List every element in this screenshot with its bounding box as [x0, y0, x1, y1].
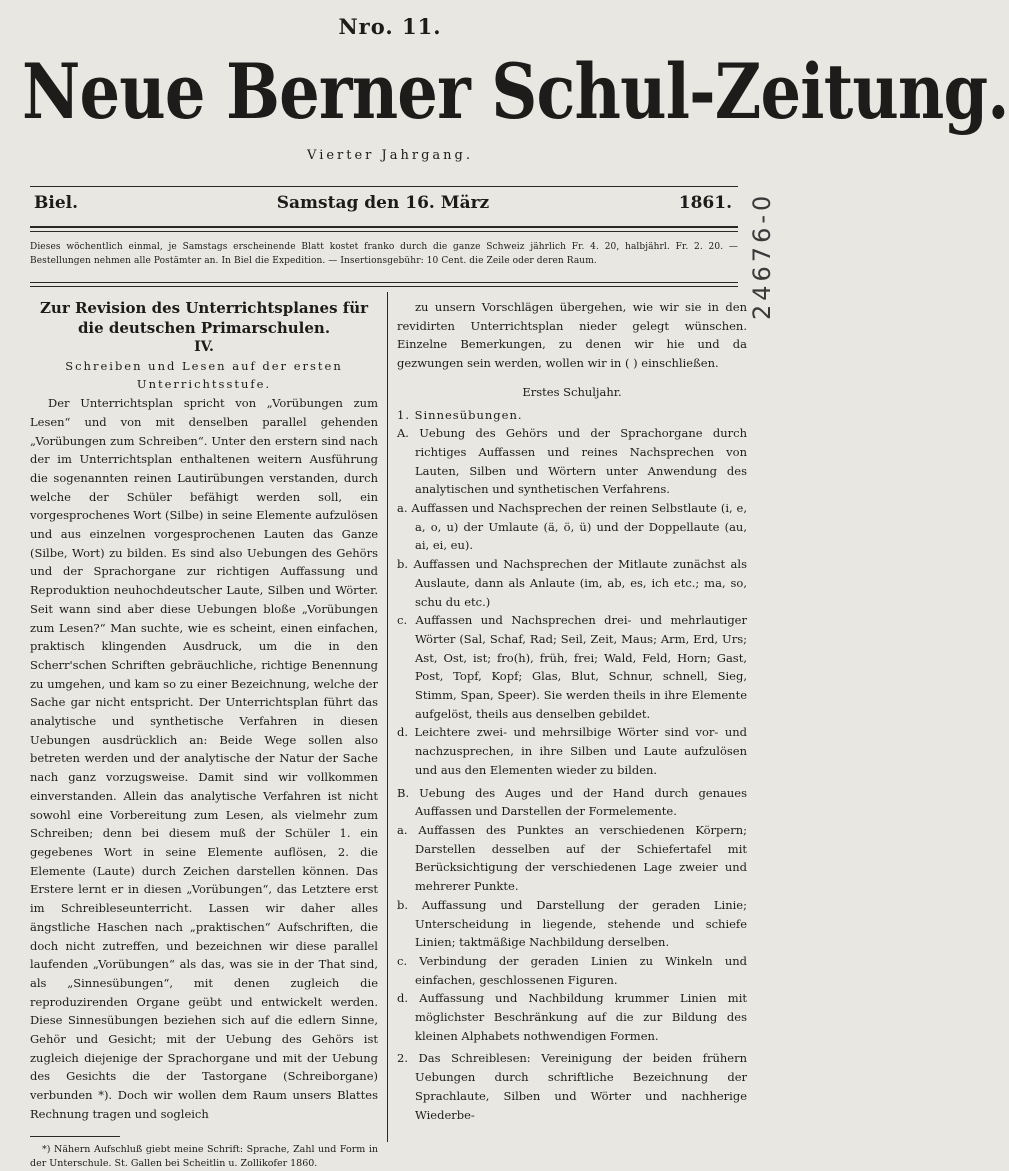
- volume-subtitle: Vierter Jahrgang.: [307, 148, 473, 163]
- issue-number: Nro. 11.: [338, 14, 442, 39]
- notice-divider-2: [30, 286, 738, 287]
- header-divider-double-2: [30, 231, 738, 232]
- section-number: IV.: [194, 339, 214, 355]
- subscription-notice: Dieses wöchentlich einmal, je Samstags erscheinende Blatt kostet franko durch die ganze Schweiz jährlich Fr. 4. 20, halbjährl. Fr. 2. 20. — Bestellungen nehmen alle Postämter an. In Biel die Expedition. — Insertionsgebühr: 10 Cent. die Zeile oder deren Raum.: [30, 242, 738, 266]
- list-item-B-b: b. Auffassung und Darstellung der geraden Linie; Unterscheidung in liegende, stehende und schiefe Linien; taktmäßige Nachbildung derselben.: [397, 897, 747, 950]
- list-item-B: B. Uebung des Auges und der Hand durch genaues Auffassen und Darstellen der Formelemente.: [397, 785, 747, 819]
- list-item-B-a: a. Auffassen des Punktes an verschiedenen Körpern; Darstellen desselben auf der Schiefertafel mit Berücksichtigung der verschiedenen Lage zweier und mehrerer Punkte.: [397, 822, 747, 894]
- column-divider: [387, 292, 388, 1142]
- notice-divider-1: [30, 282, 738, 283]
- footnote: *) Nähern Aufschluß giebt meine Schrift: Sprache, Zahl und Form in der Unterschule. St. Gallen bei Scheitlin u. Zollikofer 1860.: [30, 1143, 378, 1169]
- list-item-B-d: d. Auffassung und Nachbildung krummer Linien mit möglichster Beschränkung auf die zur Bildung des kleinen Alphabets nothwendigen Formen.: [397, 991, 747, 1043]
- masthead-title: Neue Berner Schul-Zeitung.: [22, 47, 1009, 136]
- article-paragraph: Der Unterrichtsplan spricht von „Vorübungen zum Lesen“ und von mit denselben parallel gehenden „Vorübungen zum Schreiben“. Unter den erstern sind nach der im Unterrichtsplan enthaltenen weitern Ausführung die sogenannten reinen Lautirübungen verstanden, durch welche der Schüler befähigt werden soll, ein vorgesprochenes Wort (Silbe) in seine Elemente aufzulösen und aus einzelnen vorgesprochenen Lauten das Ganze (Silbe, Wort) zu bilden. Es sind also Uebungen des Gehörs und der Sprachorgane zur richtigen Auffassung und Reproduktion neuhochdeutscher Laute, Silben und Wörter. Seit wann sind aber diese Uebungen bloße „Vorübungen zum Lesen?“ Man suchte, wie es scheint, einen einfachen, praktisch klingenden Ausdruck, um die in den Scherr'schen Schriften gebräuchliche, richtige Benennung zu umgehen, und kam so zu einer Bezeichnung, welche der Sache gar nicht entspricht. Der Unterrichtsplan führt das analytische und synthetische Verfahren in diesen Uebungen ausdrücklich an: Beide Wege sollen also betreten werden und der analytische der Natur der Sache nach ganz vorzugsweise. Damit sind wir vollkommen einverstanden. Allein das analytische Verfahren ist nicht sowohl eine Vorbereitung zum Lesen, als vielmehr zum Schreiben; denn bei diesem muß der Schüler 1. ein gegebenes Wort in seine Elemente auflösen, 2. die Elemente (Laute) durch Zeichen darstellen können. Das Erstere lernt er in diesen „Vorübungen“, das Letztere erst im Schreibleseunterricht. Lassen wir daher alles ängstliche Haschen nach „praktischen“ Aufschriften, die doch nicht zutreffen, und bezeichnen wir diese parallel laufenden „Vorübungen“ als das, was sie in der That sind, als „Sinnesübungen“, mit denen zugleich die reproduzirenden Organe geübt und entwickelt werden. Diese Sinnesübungen beziehen sich auf die edlern Sinne, Gehör und Gesicht; mit der Uebung des Gehörs ist zugleich diejenige der Sprachorgane und mit der Uebung des Gesichts die der Tastorgane (Schreiborgane) verbunden *). Doch wir wollen dem Raum unsers Blattes Rechnung tragen und sogleich: [30, 396, 378, 1121]
- dateline-year: 1861.: [678, 193, 732, 213]
- list-item-2: 2. Das Schreiblesen: Vereinigung der beiden frühern Uebungen durch schriftliche Bezeichnung der Sprachlaute, Silben und Wörter und nachherige Wiederbe-: [397, 1051, 747, 1122]
- article-subtitle: Schreiben und Lesen auf der ersten Unterrichtsstufe.: [65, 358, 343, 392]
- list-item-A-d: d. Leichtere zwei- und mehrsilbige Wörter sind vor- und nachzusprechen, in ihre Silben und Laute aufzulösen und aus den Elementen wieder zu bilden.: [397, 725, 747, 777]
- list-item-A-c: c. Auffassen und Nachsprechen drei- und mehrlautiger Wörter (Sal, Schaf, Rad; Seil, Zeit, Maus; Arm, Erd, Urs; Ast, Ost, ist; fro(h), früh, frei; Wald, Feld, Horn; Gast, Post, Topf, Kopf; Glas, Blut, Schnur, schnell, Sieg, Stimm, Span, Speer). Sie werden theils in ihre Elemente aufgelöst, theils aus denselben gebildet.: [397, 613, 747, 721]
- list-item-B-c: c. Verbindung der geraden Linien zu Winkeln und einfachen, geschlossenen Figuren.: [397, 953, 747, 987]
- continuation-paragraph: zu unsern Vorschlägen übergehen, wie wir sie in den revidirten Unterrichtsplan nieder gelegt wünschen. Einzelne Bemerkungen, zu denen wir hie und da gezwungen sein werden, wollen wir in ( ) einschließen.: [397, 300, 747, 371]
- list-item-A: A. Uebung des Gehörs und der Sprachorgane durch richtiges Auffassen und reines Nachsprechen von Lauten, Silben und Wörtern unter Anwendung des analytischen und synthetischen Verfahrens.: [397, 426, 747, 497]
- dateline: [30, 193, 736, 217]
- list-item-A-b: b. Auffassen und Nachsprechen der Mitlaute zunächst als Auslaute, dann als Anlaute (im, ab, es, ich etc.; ma, so, schu du etc.): [397, 557, 747, 609]
- article-title: Zur Revision des Unterrichtsplanes für die deutschen Primarschulen.: [39, 299, 369, 337]
- footnote-divider: [30, 1136, 120, 1137]
- list-item-1: 1. Sinnesübungen.: [397, 407, 523, 422]
- right-column: [397, 298, 747, 1124]
- left-column: [30, 298, 378, 1171]
- archive-handwritten-mark: 24676-0: [748, 191, 776, 320]
- school-year-heading: Erstes Schuljahr.: [522, 384, 622, 399]
- dateline-place: Biel.: [34, 193, 79, 213]
- header-divider-double-1: [30, 226, 738, 228]
- header-divider-top: [30, 186, 738, 187]
- dateline-date: Samstag den 16. März: [276, 193, 490, 213]
- list-item-A-a: a. Auffassen und Nachsprechen der reinen Selbstlaute (i, e, a, o, u) der Umlaute (ä, ö, ü) und der Doppellaute (au, ai, ei, eu).: [397, 501, 747, 553]
